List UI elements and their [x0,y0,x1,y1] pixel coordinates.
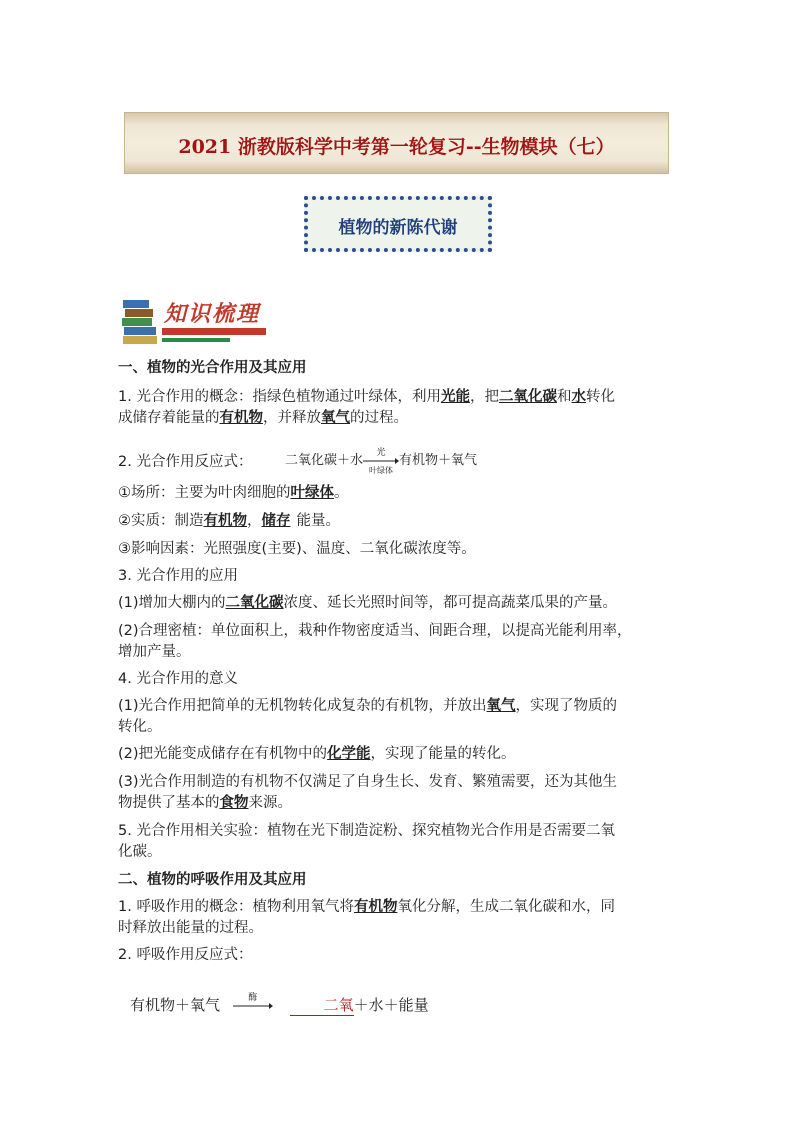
paragraph-4-1-line-1: (1)光合作用把简单的无机物转化成复杂的有机物，并放出氧气，实现了物质的 [118,698,618,714]
paragraph-4-2: (2)把光能变成储存在有机物中的化学能，实现了能量的转化。 [118,746,516,762]
badge-bar-green [162,338,230,342]
paragraph-3-2-line-2: 增加产量。 [118,644,191,660]
paragraph-3-2-line-1: (2)合理密植：单位面积上，栽种作物密度适当、间距合理，以提高光能利用率， [118,623,632,639]
paragraph-4-3-line-2: 物提供了基本的食物来源。 [118,795,292,811]
respiration-paragraph-2: 2. 呼吸作用反应式： [118,947,253,963]
paragraph-3: 3. 光合作用的应用 [118,568,238,584]
title-banner [124,112,669,174]
paragraph-1-line-2: 成储存着能量的有机物，并释放氧气的过程。 [118,410,408,426]
respiration-paragraph-1-line-1: 1. 呼吸作用的概念：植物利用氧气将有机物氧化分解，生成二氧化碳和水，同 [118,899,615,915]
paragraph-1-line-1: 1. 光合作用的概念：指绿色植物通过叶绿体，利用光能，把二氧化碳和水转化 [118,389,615,405]
paragraph-5-line-2: 化碳。 [118,844,162,860]
subtitle: 植物的新陈代谢 [338,218,458,238]
item-2: ②实质：制造有机物，储存 能量。 [118,513,340,529]
paragraph-3-1: (1)增加大棚内的二氧化碳浓度、延长光照时间等，都可提高蔬菜瓜果的产量。 [118,595,618,611]
section-heading-1: 一、植物的光合作用及其应用 [118,360,307,376]
page-title: 2021 浙教版科学中考第一轮复习--生物模块（七） [178,136,615,158]
photosynthesis-equation: 二氧化碳＋水 光 叶绿体 有机物＋氧气 [285,447,478,475]
answer-blank: 二氧 [290,994,354,1016]
paragraph-4-3-line-1: (3)光合作用制造的有机物不仅满足了自身生长、发育、繁殖需要，还为其他生 [118,774,618,790]
arrow-icon [233,1003,273,1009]
books-icon [121,296,161,346]
item-3: ③影响因素：光照强度(主要)、温度、二氧化碳浓度等。 [118,541,476,557]
item-1: ①场所：主要为叶肉细胞的叶绿体。 [118,485,349,501]
badge-bar [162,328,266,335]
enzyme-arrow: 酶 [233,998,273,1014]
paragraph-5-line-1: 5. 光合作用相关实验：植物在光下制造淀粉、探究植物光合作用是否需要二氧 [118,823,615,839]
paragraph-4: 4. 光合作用的意义 [118,671,238,687]
section-badge-title: 知识梳理 [164,301,261,327]
section-heading-2: 二、植物的呼吸作用及其应用 [118,872,307,888]
reaction-arrow: 光 叶绿体 [363,453,399,469]
subtitle-box [304,196,492,252]
respiration-equation: 有机物＋氧气 酶 二氧＋水＋能量 [130,992,429,1014]
respiration-paragraph-1-line-2: 时释放出能量的过程。 [118,920,263,936]
paragraph-2-label: 2. 光合作用反应式： [118,454,253,470]
arrow-icon [363,458,399,464]
paragraph-4-1-line-2: 转化。 [118,719,162,735]
